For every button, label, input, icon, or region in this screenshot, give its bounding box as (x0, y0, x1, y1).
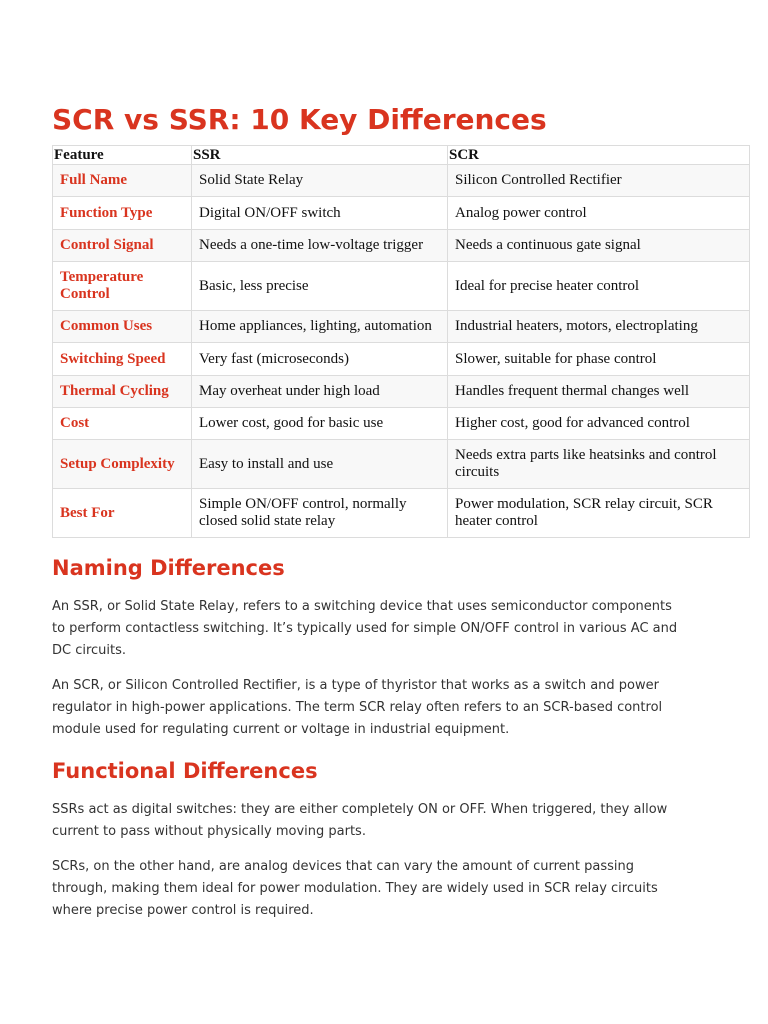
table-row (53, 376, 750, 408)
scr-cell: Higher cost, good for advanced control (448, 408, 750, 440)
functional-paragraph-2: SCRs, on the other hand, are analog devices that can vary the amount of current passing through, making them ideal for power modulation. They are widely used in SCR relay circuits where precise power control is required. (52, 859, 658, 918)
naming-heading: Naming Differences (52, 556, 285, 580)
table-row (53, 440, 750, 489)
ssr-cell: Solid State Relay (192, 165, 448, 197)
feature-cell: Setup Complexity (53, 440, 192, 489)
feature-cell: Temperature Control (53, 262, 192, 311)
header-ssr: SSR (192, 146, 448, 165)
feature-cell: Cost (53, 408, 192, 440)
comparison-table (52, 145, 750, 538)
table-row (53, 489, 750, 538)
naming-paragraph-1: An SSR, or Solid State Relay, refers to a switching device that uses semiconductor components to perform contactless switching. It’s typically used for simple ON/OFF control in various AC and DC circuits. (52, 599, 678, 658)
scr-cell: Industrial heaters, motors, electroplating (448, 311, 750, 343)
scr-cell: Handles frequent thermal changes well (448, 376, 750, 408)
scr-cell: Analog power control (448, 197, 750, 230)
article (52, 100, 749, 922)
feature-cell: Function Type (53, 197, 192, 230)
ssr-cell: Digital ON/OFF switch (192, 197, 448, 230)
ssr-cell: Easy to install and use (192, 440, 448, 489)
feature-cell: Thermal Cycling (53, 376, 192, 408)
scr-cell: Silicon Controlled Rectifier (448, 165, 750, 197)
ssr-cell: Simple ON/OFF control, normally closed solid state relay (192, 489, 448, 538)
table-row (53, 262, 750, 311)
scr-cell: Ideal for precise heater control (448, 262, 750, 311)
scr-cell: Needs a continuous gate signal (448, 230, 750, 262)
scr-cell: Power modulation, SCR relay circuit, SCR heater control (448, 489, 750, 538)
page-title: SCR vs SSR: 10 Key Differences (52, 103, 547, 136)
feature-cell: Full Name (53, 165, 192, 197)
feature-cell: Common Uses (53, 311, 192, 343)
ssr-cell: May overheat under high load (192, 376, 448, 408)
table-header-row (53, 146, 750, 165)
header-feature: Feature (53, 146, 192, 165)
feature-cell: Control Signal (53, 230, 192, 262)
functional-heading: Functional Differences (52, 759, 318, 783)
ssr-cell: Very fast (microseconds) (192, 343, 448, 376)
scr-cell: Slower, suitable for phase control (448, 343, 750, 376)
naming-paragraph-2: An SCR, or Silicon Controlled Rectifier, is a type of thyristor that works as a switch and power regulator in high-power applications. The term SCR relay often refers to an SCR-based control module used for regulating current or voltage in industrial equipment. (52, 678, 663, 737)
table-row (53, 230, 750, 262)
ssr-cell: Basic, less precise (192, 262, 448, 311)
feature-cell: Best For (53, 489, 192, 538)
ssr-cell: Home appliances, lighting, automation (192, 311, 448, 343)
feature-cell: Switching Speed (53, 343, 192, 376)
table-row (53, 197, 750, 230)
table-row (53, 343, 750, 376)
ssr-cell: Needs a one-time low-voltage trigger (192, 230, 448, 262)
scr-cell: Needs extra parts like heatsinks and control circuits (448, 440, 750, 489)
header-scr: SCR (448, 146, 750, 165)
table-row (53, 311, 750, 343)
ssr-cell: Lower cost, good for basic use (192, 408, 448, 440)
table-row (53, 165, 750, 197)
table-row (53, 408, 750, 440)
functional-paragraph-1: SSRs act as digital switches: they are either completely ON or OFF. When triggered, they allow current to pass without physically moving parts. (52, 802, 668, 839)
